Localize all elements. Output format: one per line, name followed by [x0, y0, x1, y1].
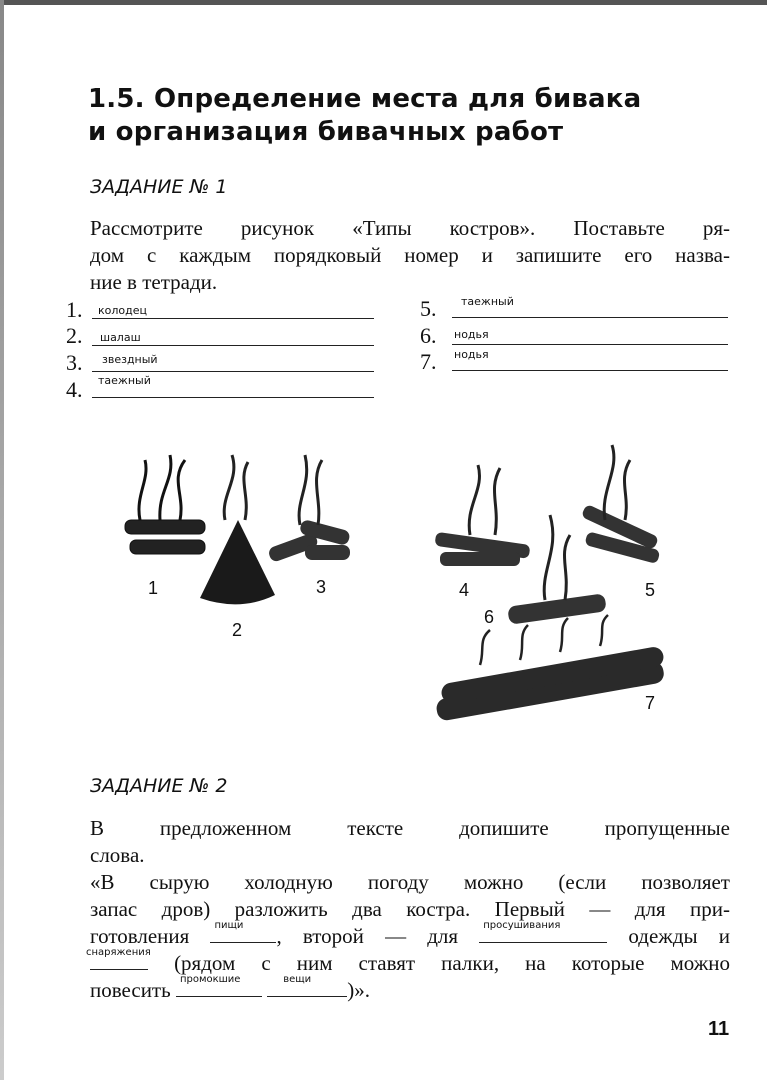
figure-label: 1	[148, 578, 159, 598]
campfire-taiga2-icon	[581, 445, 661, 564]
answer-text: звездный	[102, 353, 158, 366]
figure-label: 4	[459, 580, 470, 600]
campfire-nodya-large-icon	[435, 615, 665, 722]
answer-text: шалаш	[100, 331, 141, 344]
task2-text-line	[90, 974, 730, 1003]
blank-things[interactable]	[267, 974, 347, 997]
answer-text: промокшие	[179, 974, 241, 985]
task1-text-line: Рассмотрите рисунок «Типы костров». Поставьте ря-	[90, 216, 730, 240]
item-number: 7.	[420, 349, 437, 374]
campfire-taiga-icon	[434, 465, 530, 566]
item-number: 6.	[420, 323, 437, 348]
item-number: 3.	[66, 350, 83, 375]
figure-label: 5	[645, 580, 656, 600]
answer-text: нодья	[454, 348, 489, 361]
item-number: 2.	[66, 323, 83, 348]
answer-text: снаряжения	[86, 947, 151, 958]
task1-title: ЗАДАНИЕ № 1	[90, 176, 228, 198]
blank-gear[interactable]	[86, 947, 151, 970]
text-fragment: )».	[347, 978, 370, 1002]
figure-label: 6	[484, 607, 495, 627]
task2-text-line	[86, 947, 730, 976]
campfire-well-icon	[125, 455, 205, 554]
item-number: 5.	[420, 296, 437, 321]
task2-title: ЗАДАНИЕ № 2	[90, 775, 228, 797]
blank-drying[interactable]	[479, 920, 607, 943]
answer-text: колодец	[98, 304, 147, 317]
item-number: 1.	[66, 297, 83, 322]
answer-text: вещи	[283, 974, 312, 985]
task1-text-line: ние в тетради.	[90, 270, 218, 294]
task2-text-line: слова.	[90, 843, 145, 867]
campfire-hut-icon	[200, 455, 275, 604]
text-fragment: повесить	[90, 978, 171, 1002]
answer-text: нодья	[454, 328, 489, 341]
answer-text: пищи	[214, 920, 244, 931]
item-number: 4.	[66, 377, 83, 402]
answer-text: таежный	[461, 295, 514, 308]
section-title-line2: и организация бивачных работ	[88, 117, 564, 147]
answer-text: таежный	[98, 374, 151, 387]
blank-wet[interactable]	[176, 974, 262, 997]
campfire-nodya-small-icon	[507, 515, 607, 625]
task1-text-line: дом с каждым порядковый номер и запишите его назва-	[90, 243, 730, 267]
text-fragment: (рядом с ним ставят палки, на которые можно	[174, 951, 730, 975]
section-title-line1: 1.5. Определение места для бивака	[88, 84, 642, 114]
text-fragment: готовления	[90, 924, 190, 948]
blank-food[interactable]	[210, 920, 276, 943]
text-fragment: , второй — для	[276, 924, 459, 948]
figure-label: 7	[645, 693, 656, 713]
task2-text-line: «В сырую холодную погоду можно (если позволяет	[90, 870, 730, 894]
text-fragment: одежды и	[628, 924, 731, 948]
figure-label: 3	[316, 577, 327, 597]
answer-text: просушивания	[483, 920, 561, 931]
page-number: 11	[708, 1018, 730, 1040]
task2-text-line: В предложенном тексте допишите пропущенные	[90, 816, 730, 840]
campfire-star-icon	[267, 455, 351, 563]
task2-text-line	[90, 920, 731, 949]
figure-label: 2	[232, 620, 243, 640]
task2-text-line: запас дров) разложить два костра. Первый — для при-	[90, 897, 730, 921]
